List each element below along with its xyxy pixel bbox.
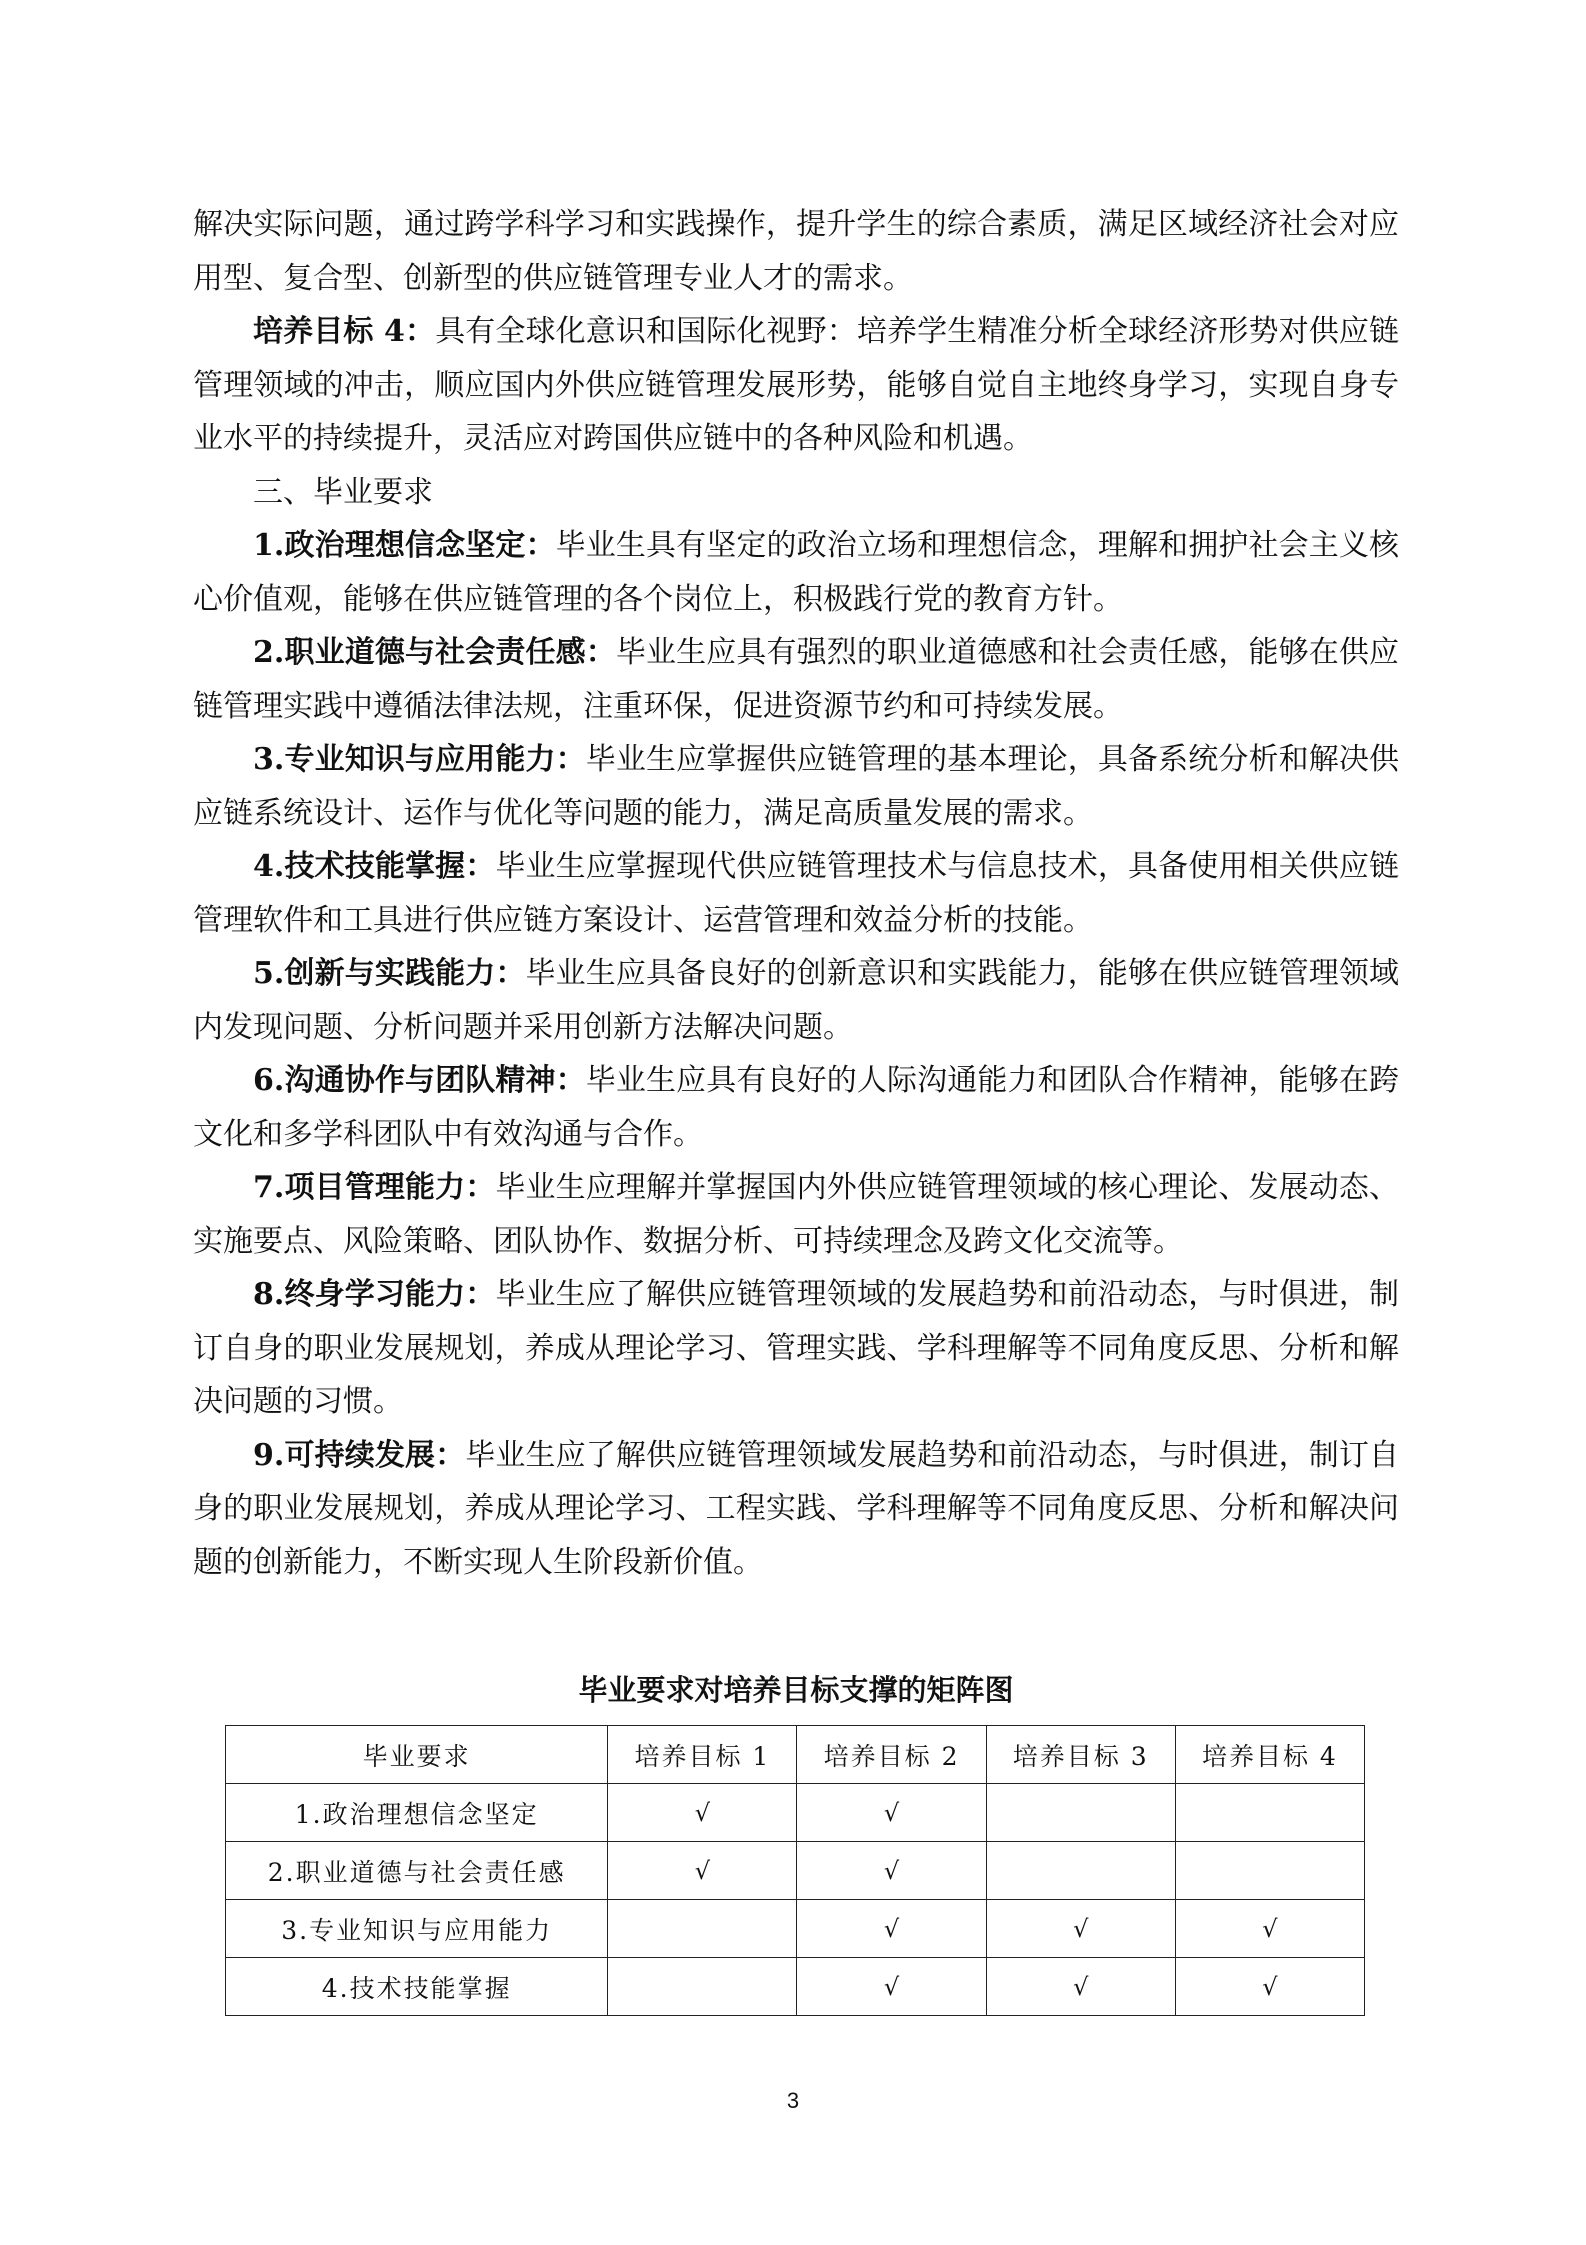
requirement-lead: 3.专业知识与应用能力：	[253, 742, 586, 777]
requirement-lead: 1.政治理想信念坚定：	[253, 528, 556, 563]
check-cell: √	[797, 1842, 986, 1900]
requirement-label-cell: 1.政治理想信念坚定	[226, 1784, 608, 1842]
requirement-1	[193, 519, 1399, 626]
table-header-cell: 毕业要求	[226, 1726, 608, 1784]
requirement-3	[193, 733, 1399, 840]
requirement-text: 毕业生应了解供应链管理领域发展趋势和前沿动态，与时俱进，制订自身的职业发展规划，养成从理论学习、工程实践、学科理解等不同角度反思、分析和解决问题的创新能力，不断实现人生阶段新价值。	[193, 1437, 1399, 1580]
requirement-lead: 6.沟通协作与团队精神：	[253, 1063, 586, 1098]
table-caption: 毕业要求对培养目标支撑的矩阵图	[578, 1673, 1014, 1707]
table-header-cell: 培养目标 2	[797, 1726, 986, 1784]
table-row	[226, 1958, 1365, 2016]
table-row	[226, 1842, 1365, 1900]
requirement-text: 毕业生应掌握供应链管理的基本理论，具备系统分析和解决供应链系统设计、运作与优化等问题的能力，满足高质量发展的需求。	[193, 742, 1400, 831]
objective-4-lead: 培养目标 4：	[253, 314, 436, 349]
requirement-text: 毕业生应具有强烈的职业道德感和社会责任感，能够在供应链管理实践中遵循法律法规，注重环保，促进资源节约和可持续发展。	[193, 635, 1399, 724]
requirement-2	[193, 626, 1399, 733]
paragraph-text: 解决实际问题，通过跨学科学习和实践操作，提升学生的综合素质，满足区域经济社会对应用型、复合型、创新型的供应链管理专业人才的需求。	[193, 207, 1399, 296]
requirement-lead: 5.创新与实践能力：	[253, 956, 526, 991]
requirement-lead: 8.终身学习能力：	[253, 1277, 496, 1312]
check-cell	[1175, 1784, 1364, 1842]
table-header-cell: 培养目标 4	[1175, 1726, 1364, 1784]
table-row	[226, 1900, 1365, 1958]
check-cell: √	[797, 1784, 986, 1842]
table-row	[226, 1784, 1365, 1842]
check-cell: √	[1175, 1958, 1364, 2016]
check-cell: √	[986, 1900, 1175, 1958]
table-header-row	[226, 1726, 1365, 1784]
support-matrix-table	[225, 1725, 1365, 2016]
requirement-9	[193, 1429, 1399, 1590]
requirement-text: 毕业生具有坚定的政治立场和理想信念，理解和拥护社会主义核心价值观，能够在供应链管理的各个岗位上，积极践行党的教育方针。	[193, 528, 1400, 617]
page-number: 3	[786, 2088, 800, 2113]
requirement-5	[193, 947, 1399, 1054]
requirement-text: 毕业生应了解供应链管理领域的发展趋势和前沿动态，与时俱进，制订自身的职业发展规划，养成从理论学习、管理实践、学科理解等不同角度反思、分析和解决问题的习惯。	[193, 1277, 1400, 1419]
requirement-lead: 9.可持续发展：	[253, 1437, 466, 1473]
requirement-text: 毕业生应掌握现代供应链管理技术与信息技术，具备使用相关供应链管理软件和工具进行供应链方案设计、运营管理和效益分析的技能。	[193, 849, 1400, 938]
requirement-label-cell: 2.职业道德与社会责任感	[226, 1842, 608, 1900]
section-heading: 三、毕业要求	[253, 474, 433, 510]
requirement-4	[193, 840, 1399, 947]
paragraph-continued	[193, 198, 1399, 305]
check-cell: √	[608, 1784, 797, 1842]
requirement-label-cell: 3.专业知识与应用能力	[226, 1900, 608, 1958]
page-body	[193, 198, 1399, 1589]
table-header-cell: 培养目标 3	[986, 1726, 1175, 1784]
requirement-lead: 2.职业道德与社会责任感：	[253, 635, 616, 670]
requirement-7	[193, 1161, 1399, 1268]
requirement-text: 毕业生应具备良好的创新意识和实践能力，能够在供应链管理领域内发现问题、分析问题并采用创新方法解决问题。	[193, 956, 1400, 1045]
paragraph-objective-4	[193, 305, 1399, 466]
table-header-cell: 培养目标 1	[608, 1726, 797, 1784]
requirement-8	[193, 1268, 1399, 1429]
check-cell: √	[986, 1958, 1175, 2016]
check-cell: √	[608, 1842, 797, 1900]
check-cell	[608, 1958, 797, 2016]
check-cell	[1175, 1842, 1364, 1900]
objective-4-text: 具有全球化意识和国际化视野：培养学生精准分析全球经济形势对供应链管理领域的冲击，顺应国内外供应链管理发展形势，能够自觉自主地终身学习，实现自身专业水平的持续提升，灵活应对跨国供应链中的各种风险和机遇。	[193, 314, 1399, 456]
check-cell: √	[797, 1958, 986, 2016]
check-cell	[986, 1842, 1175, 1900]
check-cell: √	[797, 1900, 986, 1958]
check-cell	[608, 1900, 797, 1958]
check-cell	[986, 1784, 1175, 1842]
requirement-label-cell: 4.技术技能掌握	[226, 1958, 608, 2016]
check-cell: √	[1175, 1900, 1364, 1958]
requirement-lead: 7.项目管理能力：	[253, 1170, 496, 1205]
requirement-text: 毕业生应具有良好的人际沟通能力和团队合作精神，能够在跨文化和多学科团队中有效沟通与合作。	[193, 1063, 1400, 1152]
requirement-6	[193, 1054, 1399, 1161]
requirement-text: 毕业生应理解并掌握国内外供应链管理领域的核心理论、发展动态、实施要点、风险策略、团队协作、数据分析、可持续理念及跨文化交流等。	[193, 1170, 1400, 1259]
requirement-lead: 4.技术技能掌握：	[253, 849, 496, 884]
